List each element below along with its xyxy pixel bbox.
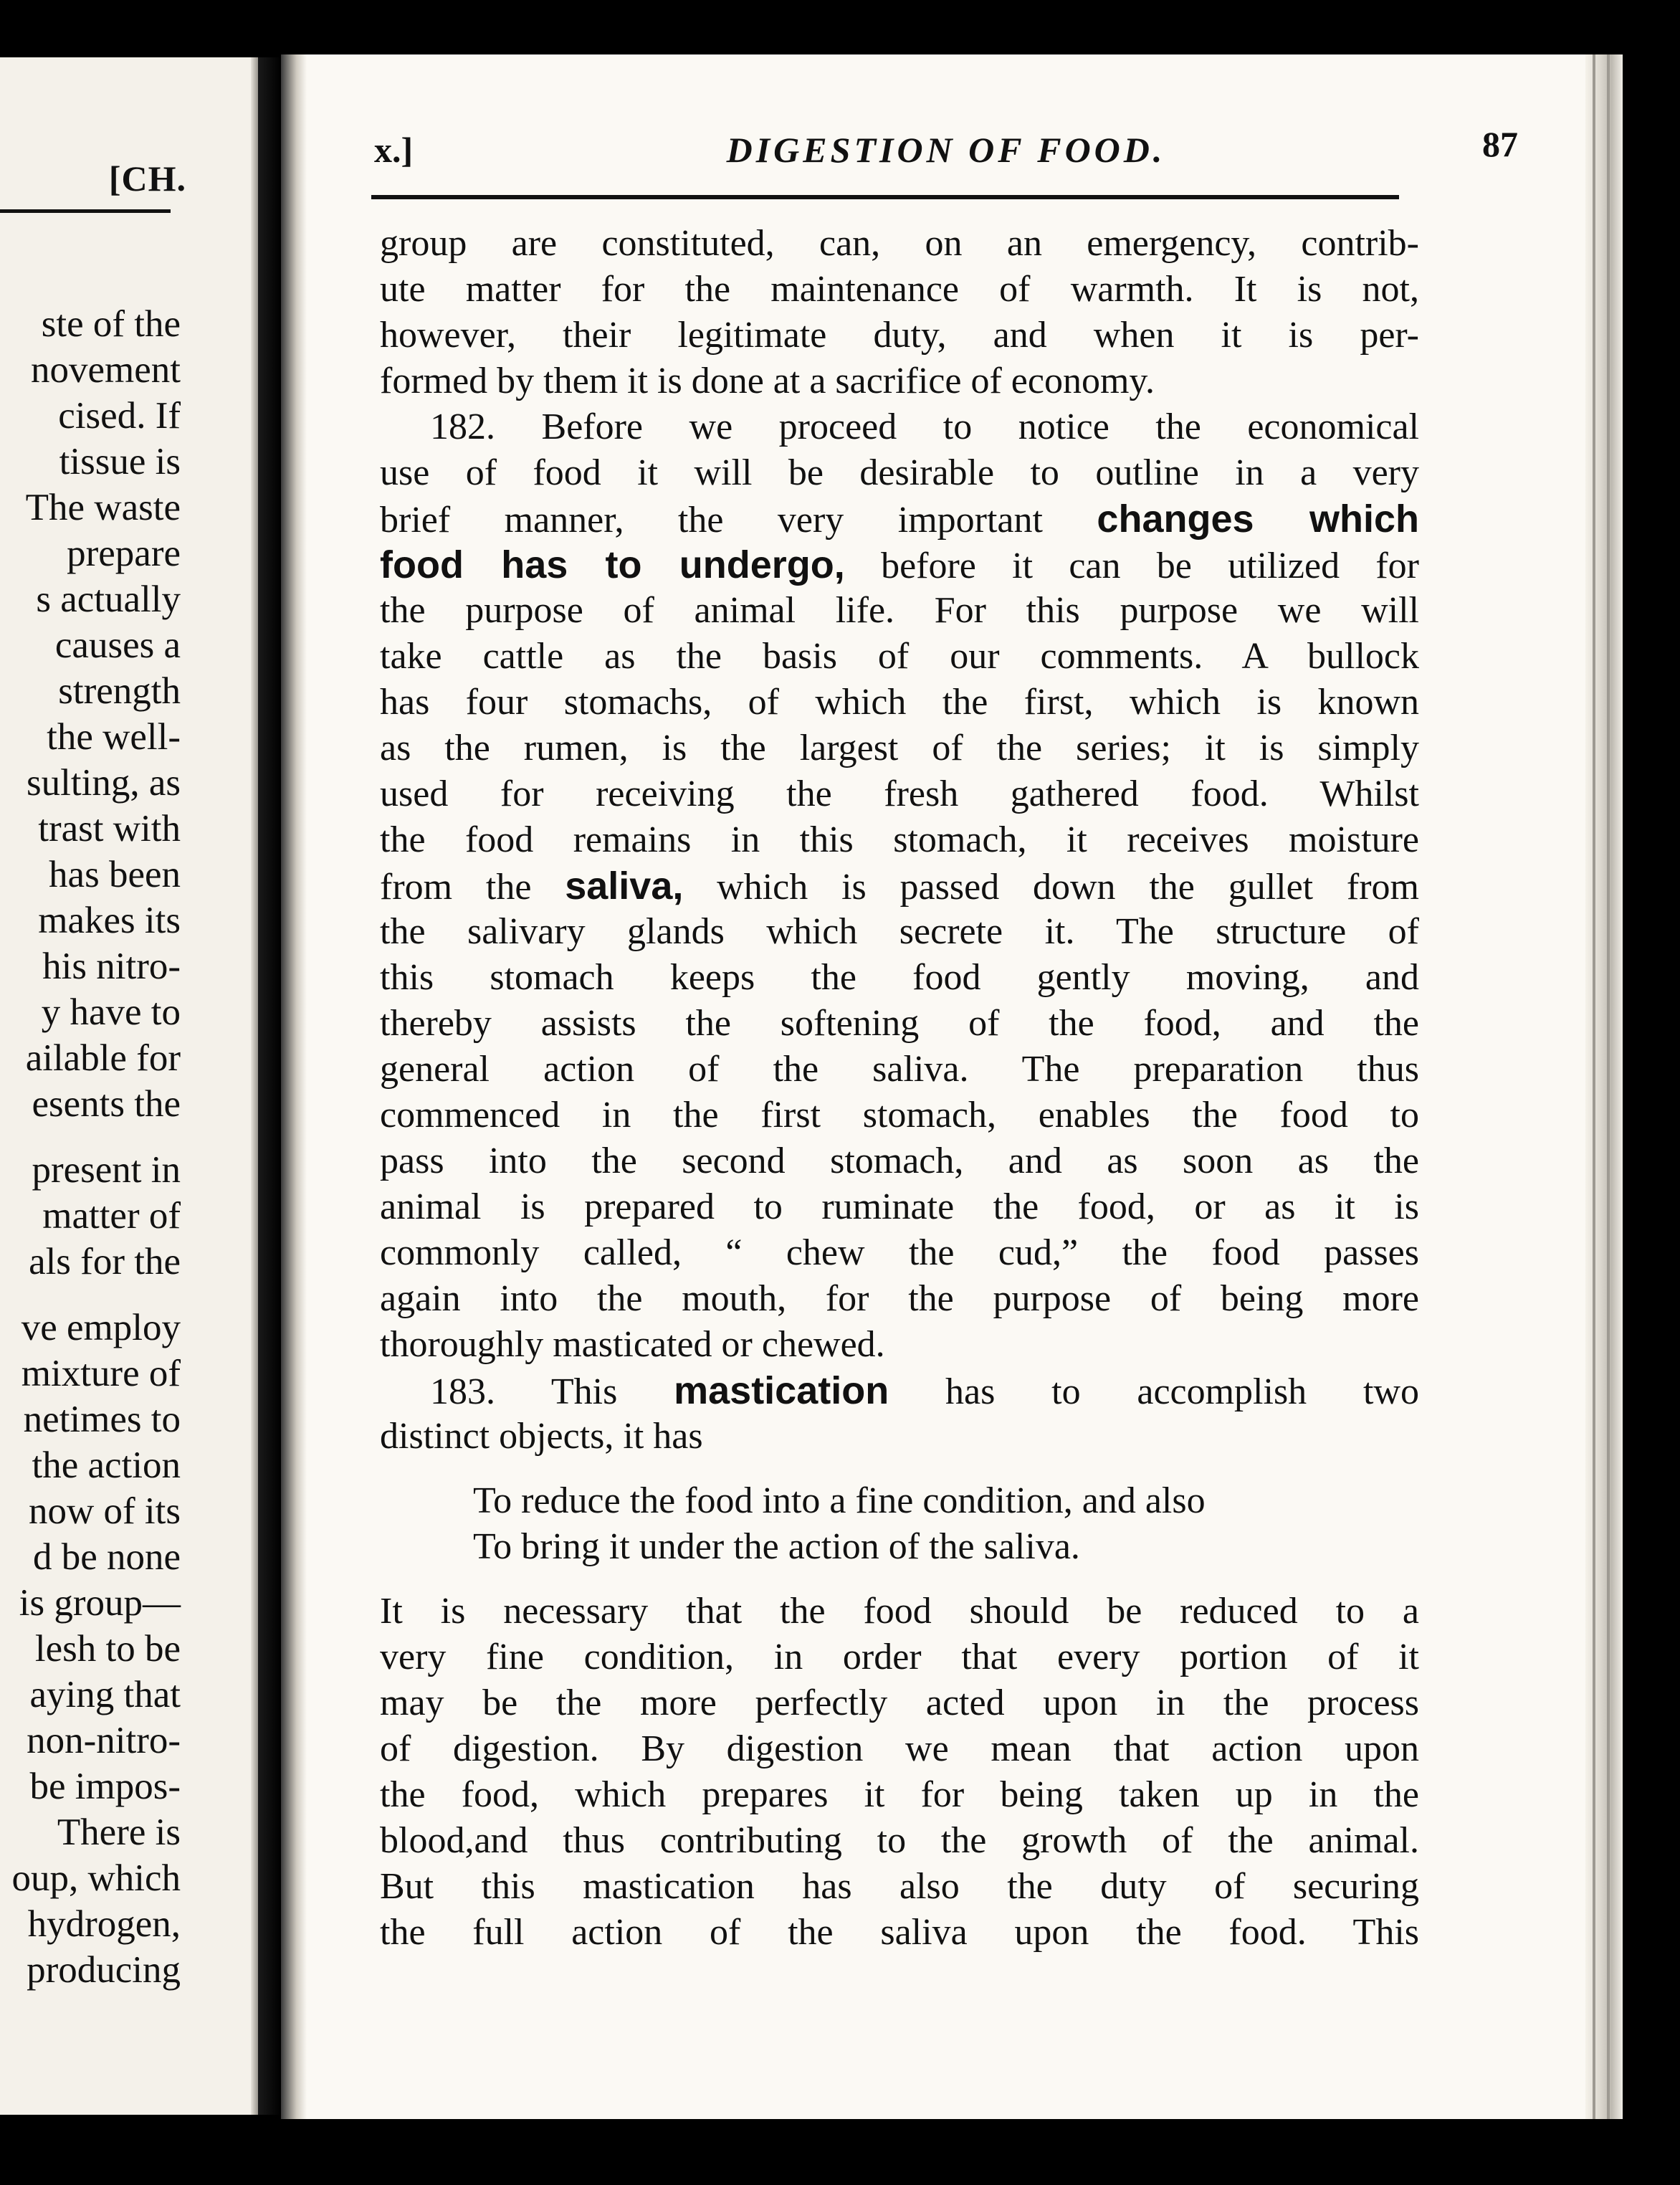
text-line: oup, which (11, 1857, 181, 1899)
text-line: But this mastication has also the duty of securing (380, 1866, 1419, 1907)
indented-line: To reduce the food into a fine condition, and also (473, 1480, 1206, 1521)
text-line: trast with (38, 808, 181, 849)
text-line (380, 496, 1419, 542)
spacer (380, 1460, 1419, 1478)
text-line: 182. Before we proceed to notice the economical (430, 406, 1419, 447)
text-line: strength (58, 670, 181, 712)
left-running-head: [CH. (108, 158, 186, 199)
text-line: ste of the (41, 303, 181, 345)
text-line: may be the more perfectly acted upon in the process (380, 1682, 1419, 1723)
running-head (374, 124, 1518, 186)
text-line: esents the (32, 1083, 181, 1125)
text-line: non-nitro- (27, 1720, 181, 1761)
facing-page-left (0, 57, 258, 2115)
text-line (380, 542, 1419, 588)
text-line: his nitro- (42, 946, 181, 987)
bold-term: food has to undergo, (380, 543, 845, 586)
text-line (380, 1368, 1419, 1414)
text-line: is group— (19, 1582, 181, 1624)
paragraph-gap (11, 1127, 181, 1147)
text-line: aying that (29, 1674, 181, 1715)
text-line: thereby assists the softening of the food, and the (380, 1003, 1419, 1044)
text-line: used for receiving the fresh gathered food. Whilst (380, 773, 1419, 814)
spacer (380, 1570, 1419, 1589)
main-page-right (281, 54, 1585, 2119)
text-line: The waste (25, 487, 181, 528)
text-line: the food, which prepares it for being taken up in the (380, 1774, 1419, 1815)
text-line: producing (27, 1949, 181, 1991)
text-line: again into the mouth, for the purpose of being more (380, 1278, 1419, 1319)
text-line: novement (31, 349, 181, 391)
page-stack-edge (1585, 54, 1623, 2119)
page-stripe (1607, 54, 1610, 2119)
text-line (380, 863, 1419, 909)
text-line: causes a (54, 624, 181, 666)
text-line: this stomach keeps the food gently moving, and (380, 957, 1419, 998)
text-line: ailable for (25, 1037, 181, 1079)
page-stripe (1593, 54, 1595, 2119)
left-header-rule (0, 209, 171, 213)
text-line: however, their legitimate duty, and when it is per- (380, 315, 1419, 356)
left-page-text (11, 301, 181, 1993)
text-line: It is necessary that the food should be reduced to a (380, 1591, 1419, 1632)
text-run: from the (380, 867, 565, 908)
text-run: before it can be utilized for (844, 546, 1419, 586)
text-line: the action (32, 1444, 181, 1486)
text-line: lesh to be (34, 1628, 181, 1670)
bold-term: changes which (1097, 498, 1419, 541)
text-line: distinct objects, it has (380, 1416, 703, 1457)
text-line: prepare (67, 533, 181, 574)
text-line: as the rumen, is the largest of the series; it is simply (380, 728, 1419, 768)
text-line: the purpose of animal life. For this purpose we will (380, 590, 1419, 631)
page-edge-shadow (251, 57, 258, 2115)
text-line: s actually (36, 579, 181, 620)
text-line: present in (32, 1149, 181, 1191)
text-line: thoroughly masticated or chewed. (380, 1324, 885, 1365)
text-line: tissue is (59, 441, 181, 482)
text-line: group are constituted, can, on an emergency, contrib- (380, 223, 1419, 264)
text-line: matter of (42, 1195, 181, 1237)
text-line: y have to (41, 991, 181, 1033)
text-line: now of its (29, 1490, 181, 1532)
text-line: als for the (29, 1241, 181, 1282)
text-line: the well- (47, 716, 181, 758)
body-text (380, 221, 1419, 1956)
text-line: has four stomachs, of which the first, which is known (380, 682, 1419, 723)
text-run: has to accomplish two (889, 1371, 1419, 1412)
text-line: There is (57, 1812, 181, 1853)
header-rule (371, 195, 1399, 199)
bold-term: mastication (674, 1369, 889, 1412)
text-line: be impos- (29, 1766, 181, 1807)
page-number: 87 (1482, 124, 1518, 164)
bold-term: saliva, (565, 865, 684, 908)
spine-shadow (281, 54, 307, 2119)
text-line: animal is prepared to ruminate the food, or as it is (380, 1186, 1419, 1227)
text-line: mixture of (21, 1353, 181, 1394)
text-line: sulting, as (27, 762, 181, 804)
text-line: commenced in the first stomach, enables the food to (380, 1095, 1419, 1136)
text-line: hydrogen, (27, 1903, 181, 1945)
page-title: DIGESTION OF FOOD. (726, 130, 1166, 170)
text-line: commonly called, “ chew the cud,” the food passes (380, 1232, 1419, 1273)
text-line: of digestion. By digestion we mean that action upon (380, 1728, 1419, 1769)
book-gutter (258, 57, 281, 2115)
text-line: netimes to (23, 1399, 181, 1440)
text-run: brief manner, the very important (380, 500, 1097, 541)
text-line: take cattle as the basis of our comments. A bullock (380, 636, 1419, 677)
text-line: blood,and thus contributing to the growth of the animal. (380, 1820, 1419, 1861)
text-line: formed by them it is done at a sacrifice of economy. (380, 361, 1155, 401)
text-line: the food remains in this stomach, it receives moisture (380, 819, 1419, 860)
text-line: pass into the second stomach, and as soon as the (380, 1141, 1419, 1181)
text-line: the full action of the saliva upon the food. This (380, 1912, 1419, 1953)
text-line: has been (49, 854, 181, 895)
text-line: use of food it will be desirable to outline in a very (380, 452, 1419, 493)
chapter-marker: x.] (374, 130, 414, 170)
text-line: ve employ (21, 1307, 181, 1348)
indented-line: To bring it under the action of the saliva. (473, 1526, 1080, 1567)
text-run: 183. This (430, 1371, 674, 1412)
text-line: makes its (38, 900, 181, 941)
text-line: ute matter for the maintenance of warmth. It is not, (380, 269, 1419, 310)
text-line: cised. If (58, 395, 181, 437)
text-line: general action of the saliva. The preparation thus (380, 1049, 1419, 1090)
text-line: very fine condition, in order that every portion of it (380, 1637, 1419, 1677)
text-run: which is passed down the gullet from (683, 867, 1420, 908)
text-line: d be none (32, 1536, 181, 1578)
paragraph-gap (11, 1285, 181, 1305)
text-line: the salivary glands which secrete it. The structure of (380, 911, 1419, 952)
